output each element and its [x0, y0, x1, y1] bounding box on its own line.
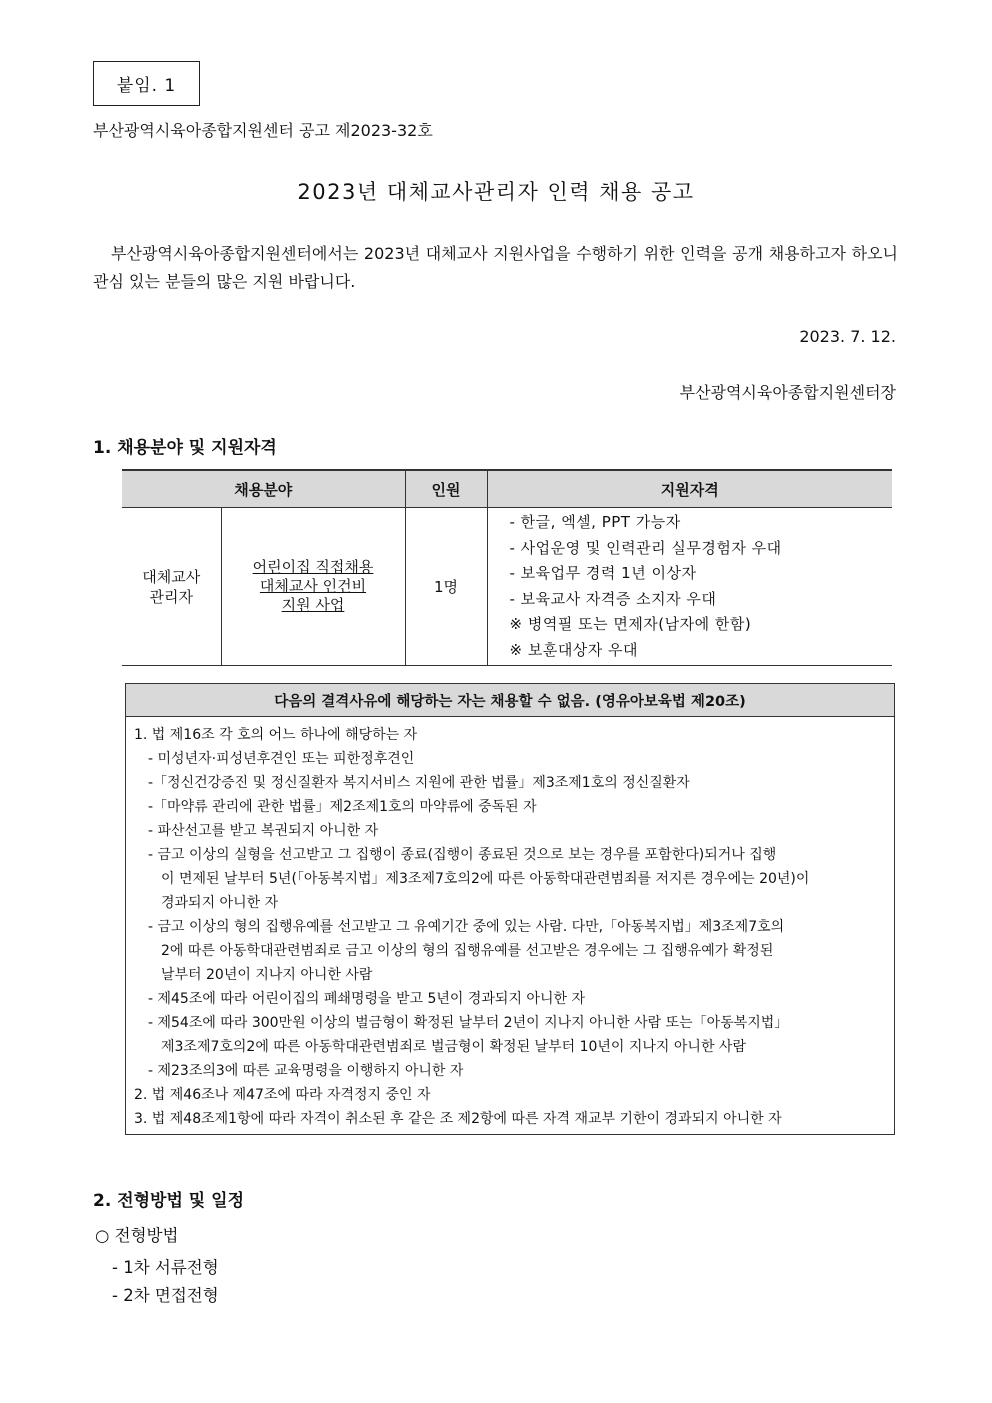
section2-heading: 2. 전형방법 및 일정 — [93, 1191, 244, 1211]
field-line: 관리자 — [149, 587, 193, 606]
list-item: - 금고 이상의 실형을 선고받고 그 집행이 종료(집행이 종료된 것으로 보는 경우를 포함한다)되거나 집행 — [148, 847, 777, 863]
attachment-tag: 붙임. 1 — [93, 61, 200, 106]
list-item: 3. 법 제48조제1항에 따라 자격이 취소된 후 같은 조 제2항에 따른 자격 재교부 기한이 경과되지 아니한 자 — [134, 1111, 782, 1127]
qualification-item: - 사업운영 및 인력관리 실무경험자 우대 — [509, 538, 782, 557]
qualification-item: - 한글, 엑셀, PPT 가능자 — [509, 513, 681, 531]
header-field: 채용분야 — [122, 470, 405, 508]
qualification-item: - 보육교사 자격증 소지자 우대 — [509, 589, 717, 608]
notice-number: 부산광역시육아종합지원센터 공고 제2023-32호 — [93, 121, 433, 140]
project-line: 어린이집 직접채용 — [252, 558, 374, 576]
list-item: - 제54조에 따라 300만원 이상의 벌금형이 확정된 날부터 2년이 지나지 아니한 사람 또는「아동복지법」 — [148, 1015, 789, 1031]
project-line: 지원 사업 — [281, 596, 345, 614]
disqualification-heading: 다음의 결격사유에 해당하는 자는 채용할 수 없음. (영유아보육법 제20조) — [126, 684, 894, 717]
method-title: ○ 전형방법 — [95, 1226, 179, 1245]
table-header-row — [122, 470, 892, 508]
list-item: 2. 법 제46조나 제47조에 따라 자격정지 중인 자 — [134, 1087, 431, 1103]
field-cell — [122, 508, 221, 666]
list-item: 2에 따른 아동학대관련범죄로 금고 이상의 형의 집행유예를 선고받은 경우에는 그 집행유예가 확정된 — [161, 943, 774, 959]
list-item: - 제45조에 따라 어린이집의 폐쇄명령을 받고 5년이 경과되지 아니한 자 — [148, 991, 585, 1007]
list-item: 제3조제7호의2에 따른 아동학대관련범죄로 벌금형이 확정된 날부터 10년이 지나지 아니한 사람 — [161, 1039, 746, 1055]
list-item: 1. 법 제16조 각 호의 어느 하나에 해당하는 자 — [134, 727, 418, 743]
field-line: 대체교사 — [142, 567, 201, 586]
page-title: 2023년 대체교사관리자 인력 채용 공고 — [297, 180, 695, 204]
list-item: - 미성년자·피성년후견인 또는 피한정후견인 — [148, 751, 415, 767]
qualification-item: ※ 보훈대상자 우대 — [509, 640, 639, 659]
list-item: 이 면제된 날부터 5년(「아동복지법」제3조제7호의2에 따른 아동학대관련범죄를 저지른 경우에는 20년)이 — [161, 871, 810, 887]
list-item: 날부터 20년이 지나지 아니한 사람 — [161, 967, 373, 983]
list-item: - 파산선고를 받고 복권되지 아니한 자 — [148, 823, 379, 839]
disqualification-box — [125, 683, 895, 1135]
signer: 부산광역시육아종합지원센터장 — [679, 383, 896, 402]
list-item: -「정신건강증진 및 정신질환자 복지서비스 지원에 관한 법률」제3조제1호의 정신질환자 — [148, 775, 690, 791]
recruitment-table — [122, 469, 892, 666]
project-cell — [221, 508, 405, 666]
qualification-item: ※ 병역필 또는 면제자(남자에 한함) — [509, 615, 752, 633]
table-row — [122, 508, 892, 666]
list-item: - 2차 면접전형 — [112, 1286, 219, 1305]
list-item: - 제23조의3에 따른 교육명령을 이행하지 아니한 자 — [148, 1063, 464, 1079]
list-item: -「마약류 관리에 관한 법률」제2조제1호의 마약류에 중독된 자 — [148, 799, 537, 815]
qualification-item: - 보육업무 경력 1년 이상자 — [509, 564, 697, 582]
intro-paragraph: 부산광역시육아종합지원센터에서는 2023년 대체교사 지원사업을 수행하기 위한 인력을 공개 채용하고자 하오니 관심 있는 분들의 많은 지원 바랍니다. — [93, 244, 898, 291]
list-item: 경과되지 아니한 자 — [161, 895, 279, 911]
header-qualifications: 지원자격 — [487, 470, 892, 508]
project-line: 대체교사 인건비 — [259, 577, 367, 595]
header-count: 인원 — [405, 470, 487, 508]
list-item: - 1차 서류전형 — [112, 1258, 219, 1277]
disqualification-list — [126, 717, 894, 1131]
count-cell: 1명 — [405, 508, 487, 666]
section1-heading: 1. 채용분야 및 지원자격 — [93, 438, 277, 458]
list-item: - 금고 이상의 형의 집행유예를 선고받고 그 유예기간 중에 있는 사람. 다만,「아동복지법」제3조제7호의 — [148, 919, 785, 935]
qualifications-cell — [487, 508, 892, 666]
notice-date: 2023. 7. 12. — [799, 327, 896, 346]
